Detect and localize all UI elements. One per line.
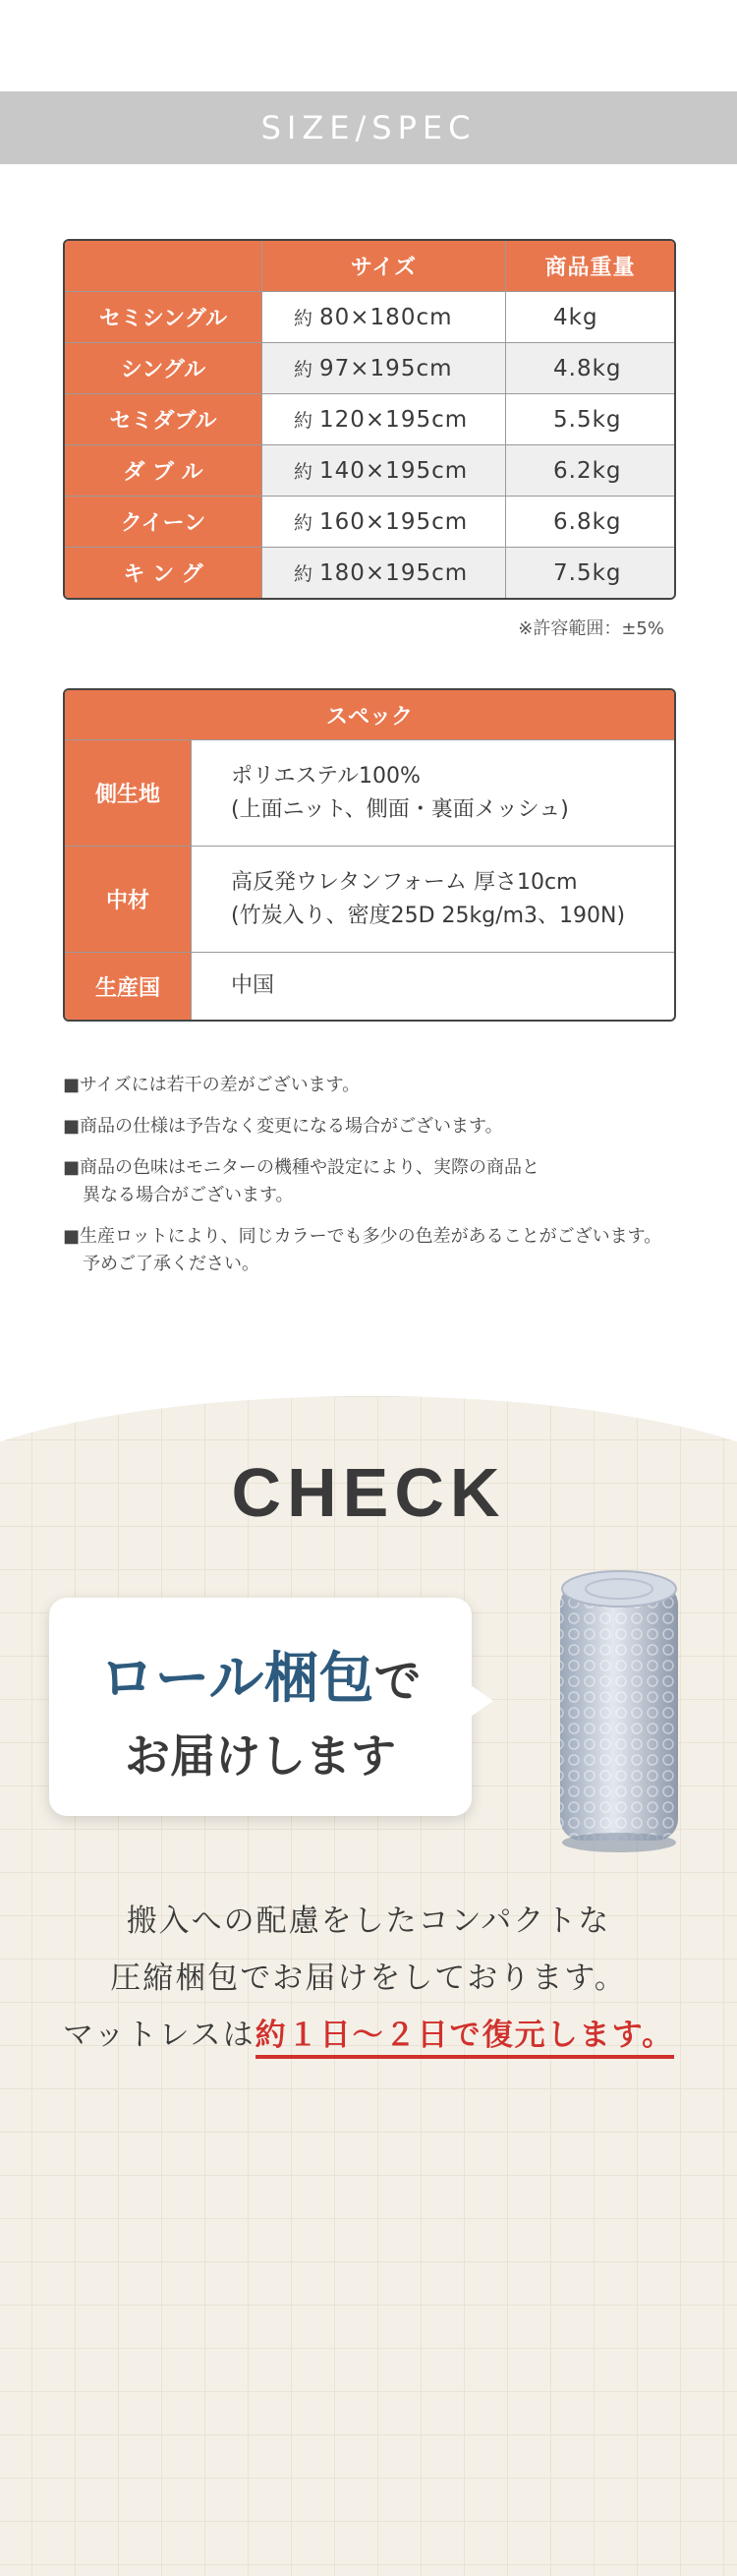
bubble-line-1 bbox=[49, 1635, 472, 1714]
list-item bbox=[63, 1072, 692, 1099]
size-prefix: 約 bbox=[294, 512, 314, 534]
spec-value-line: 高反発ウレタンフォーム 厚さ10cm bbox=[231, 869, 578, 895]
speech-bubble bbox=[49, 1598, 472, 1816]
spec-value bbox=[192, 847, 674, 952]
size-prefix: 約 bbox=[294, 563, 314, 585]
size-name: クイーン bbox=[65, 497, 262, 547]
tolerance-note: ※許容範囲：±5% bbox=[518, 618, 664, 639]
note-line-continued: 予めご了承ください。 bbox=[83, 1254, 259, 1274]
size-name: セミダブル bbox=[65, 394, 262, 444]
section-banner bbox=[0, 91, 737, 164]
size-name: ダ ブ ル bbox=[65, 445, 262, 496]
header-weight: 商品重量 bbox=[506, 241, 674, 291]
table-row bbox=[65, 496, 674, 547]
size-dimension bbox=[262, 394, 506, 444]
note-line: ■生産ロットにより、同じカラーでも多少の色差があることがございます。 bbox=[63, 1226, 662, 1247]
list-item bbox=[63, 1223, 692, 1278]
size-name: キ ン グ bbox=[65, 548, 262, 598]
check-title: CHECK bbox=[231, 1454, 506, 1531]
list-item bbox=[63, 1113, 692, 1141]
table-row bbox=[65, 846, 674, 952]
spec-value bbox=[192, 740, 674, 846]
size-dimension bbox=[262, 343, 506, 393]
header-size: サイズ bbox=[262, 241, 506, 291]
size-dimension bbox=[262, 497, 506, 547]
header-blank bbox=[65, 241, 262, 291]
spec-value-line: 中国 bbox=[231, 973, 275, 998]
size-name: セミシングル bbox=[65, 292, 262, 342]
size-prefix: 約 bbox=[294, 410, 314, 432]
spec-label: 中材 bbox=[65, 847, 192, 952]
size-table bbox=[63, 239, 676, 600]
spec-table-title: スペック bbox=[65, 690, 674, 739]
description-line-3 bbox=[0, 2007, 737, 2064]
list-item bbox=[63, 1154, 692, 1209]
size-weight: 4kg bbox=[553, 304, 598, 330]
spec-value-line: (竹炭入り、密度25D 25kg/m3、190N) bbox=[231, 903, 626, 928]
description-line-1: 搬入への配慮をしたコンパクトな bbox=[126, 1903, 611, 1939]
notes-list bbox=[63, 1072, 692, 1292]
table-row bbox=[65, 393, 674, 444]
size-value: 80×180cm bbox=[319, 304, 453, 330]
table-row bbox=[65, 342, 674, 393]
bubble-highlight: ロール梱包 bbox=[99, 1647, 374, 1711]
rolled-mattress-image bbox=[550, 1563, 698, 1858]
note-line-continued: 異なる場合がございます。 bbox=[83, 1185, 294, 1205]
bubble-suffix: で bbox=[373, 1654, 422, 1709]
size-value: 180×195cm bbox=[319, 559, 469, 586]
description-emphasis: 約１日〜２日で復元します。 bbox=[255, 2018, 675, 2059]
size-prefix: 約 bbox=[294, 308, 314, 329]
spec-value bbox=[192, 953, 674, 1020]
size-weight: 7.5kg bbox=[506, 548, 674, 598]
size-value: 120×195cm bbox=[319, 406, 469, 433]
note-line: ■サイズには若干の差がございます。 bbox=[63, 1075, 361, 1095]
spec-table bbox=[63, 688, 676, 1022]
table-row bbox=[65, 444, 674, 496]
section-title: SIZE/SPEC bbox=[260, 109, 477, 146]
bubble-tail bbox=[468, 1683, 493, 1719]
note-line: ■商品の仕様は予告なく変更になる場合がございます。 bbox=[63, 1116, 503, 1137]
size-value: 140×195cm bbox=[319, 457, 469, 484]
size-name: シングル bbox=[65, 343, 262, 393]
table-row bbox=[65, 291, 674, 342]
size-dimension bbox=[262, 445, 506, 496]
description-line-2: 圧縮梱包でお届けをしております。 bbox=[110, 1961, 627, 1996]
description-prefix: マットレスは bbox=[62, 2018, 255, 2053]
table-row bbox=[65, 952, 674, 1020]
size-value: 160×195cm bbox=[319, 508, 469, 535]
size-weight: 6.8kg bbox=[553, 508, 622, 535]
check-description bbox=[0, 1893, 737, 2064]
size-dimension bbox=[262, 292, 506, 342]
size-value: 97×195cm bbox=[319, 355, 453, 381]
size-weight: 6.2kg bbox=[506, 445, 674, 496]
spec-value-line: ポリエステル100% bbox=[231, 763, 421, 789]
spec-value-line: (上面ニット、側面・裏面メッシュ) bbox=[231, 796, 569, 822]
size-prefix: 約 bbox=[294, 359, 314, 381]
size-weight: 4.8kg bbox=[506, 343, 674, 393]
bubble-line-2: お届けします bbox=[125, 1729, 396, 1783]
size-table-header bbox=[65, 241, 674, 291]
size-prefix: 約 bbox=[294, 461, 314, 483]
table-row bbox=[65, 739, 674, 846]
spec-label: 側生地 bbox=[65, 740, 192, 846]
table-row bbox=[65, 547, 674, 598]
spec-label: 生産国 bbox=[65, 953, 192, 1020]
size-dimension bbox=[262, 548, 506, 598]
note-line: ■商品の色味はモニターの機種や設定により、実際の商品と bbox=[63, 1157, 540, 1178]
size-weight: 5.5kg bbox=[553, 406, 622, 433]
